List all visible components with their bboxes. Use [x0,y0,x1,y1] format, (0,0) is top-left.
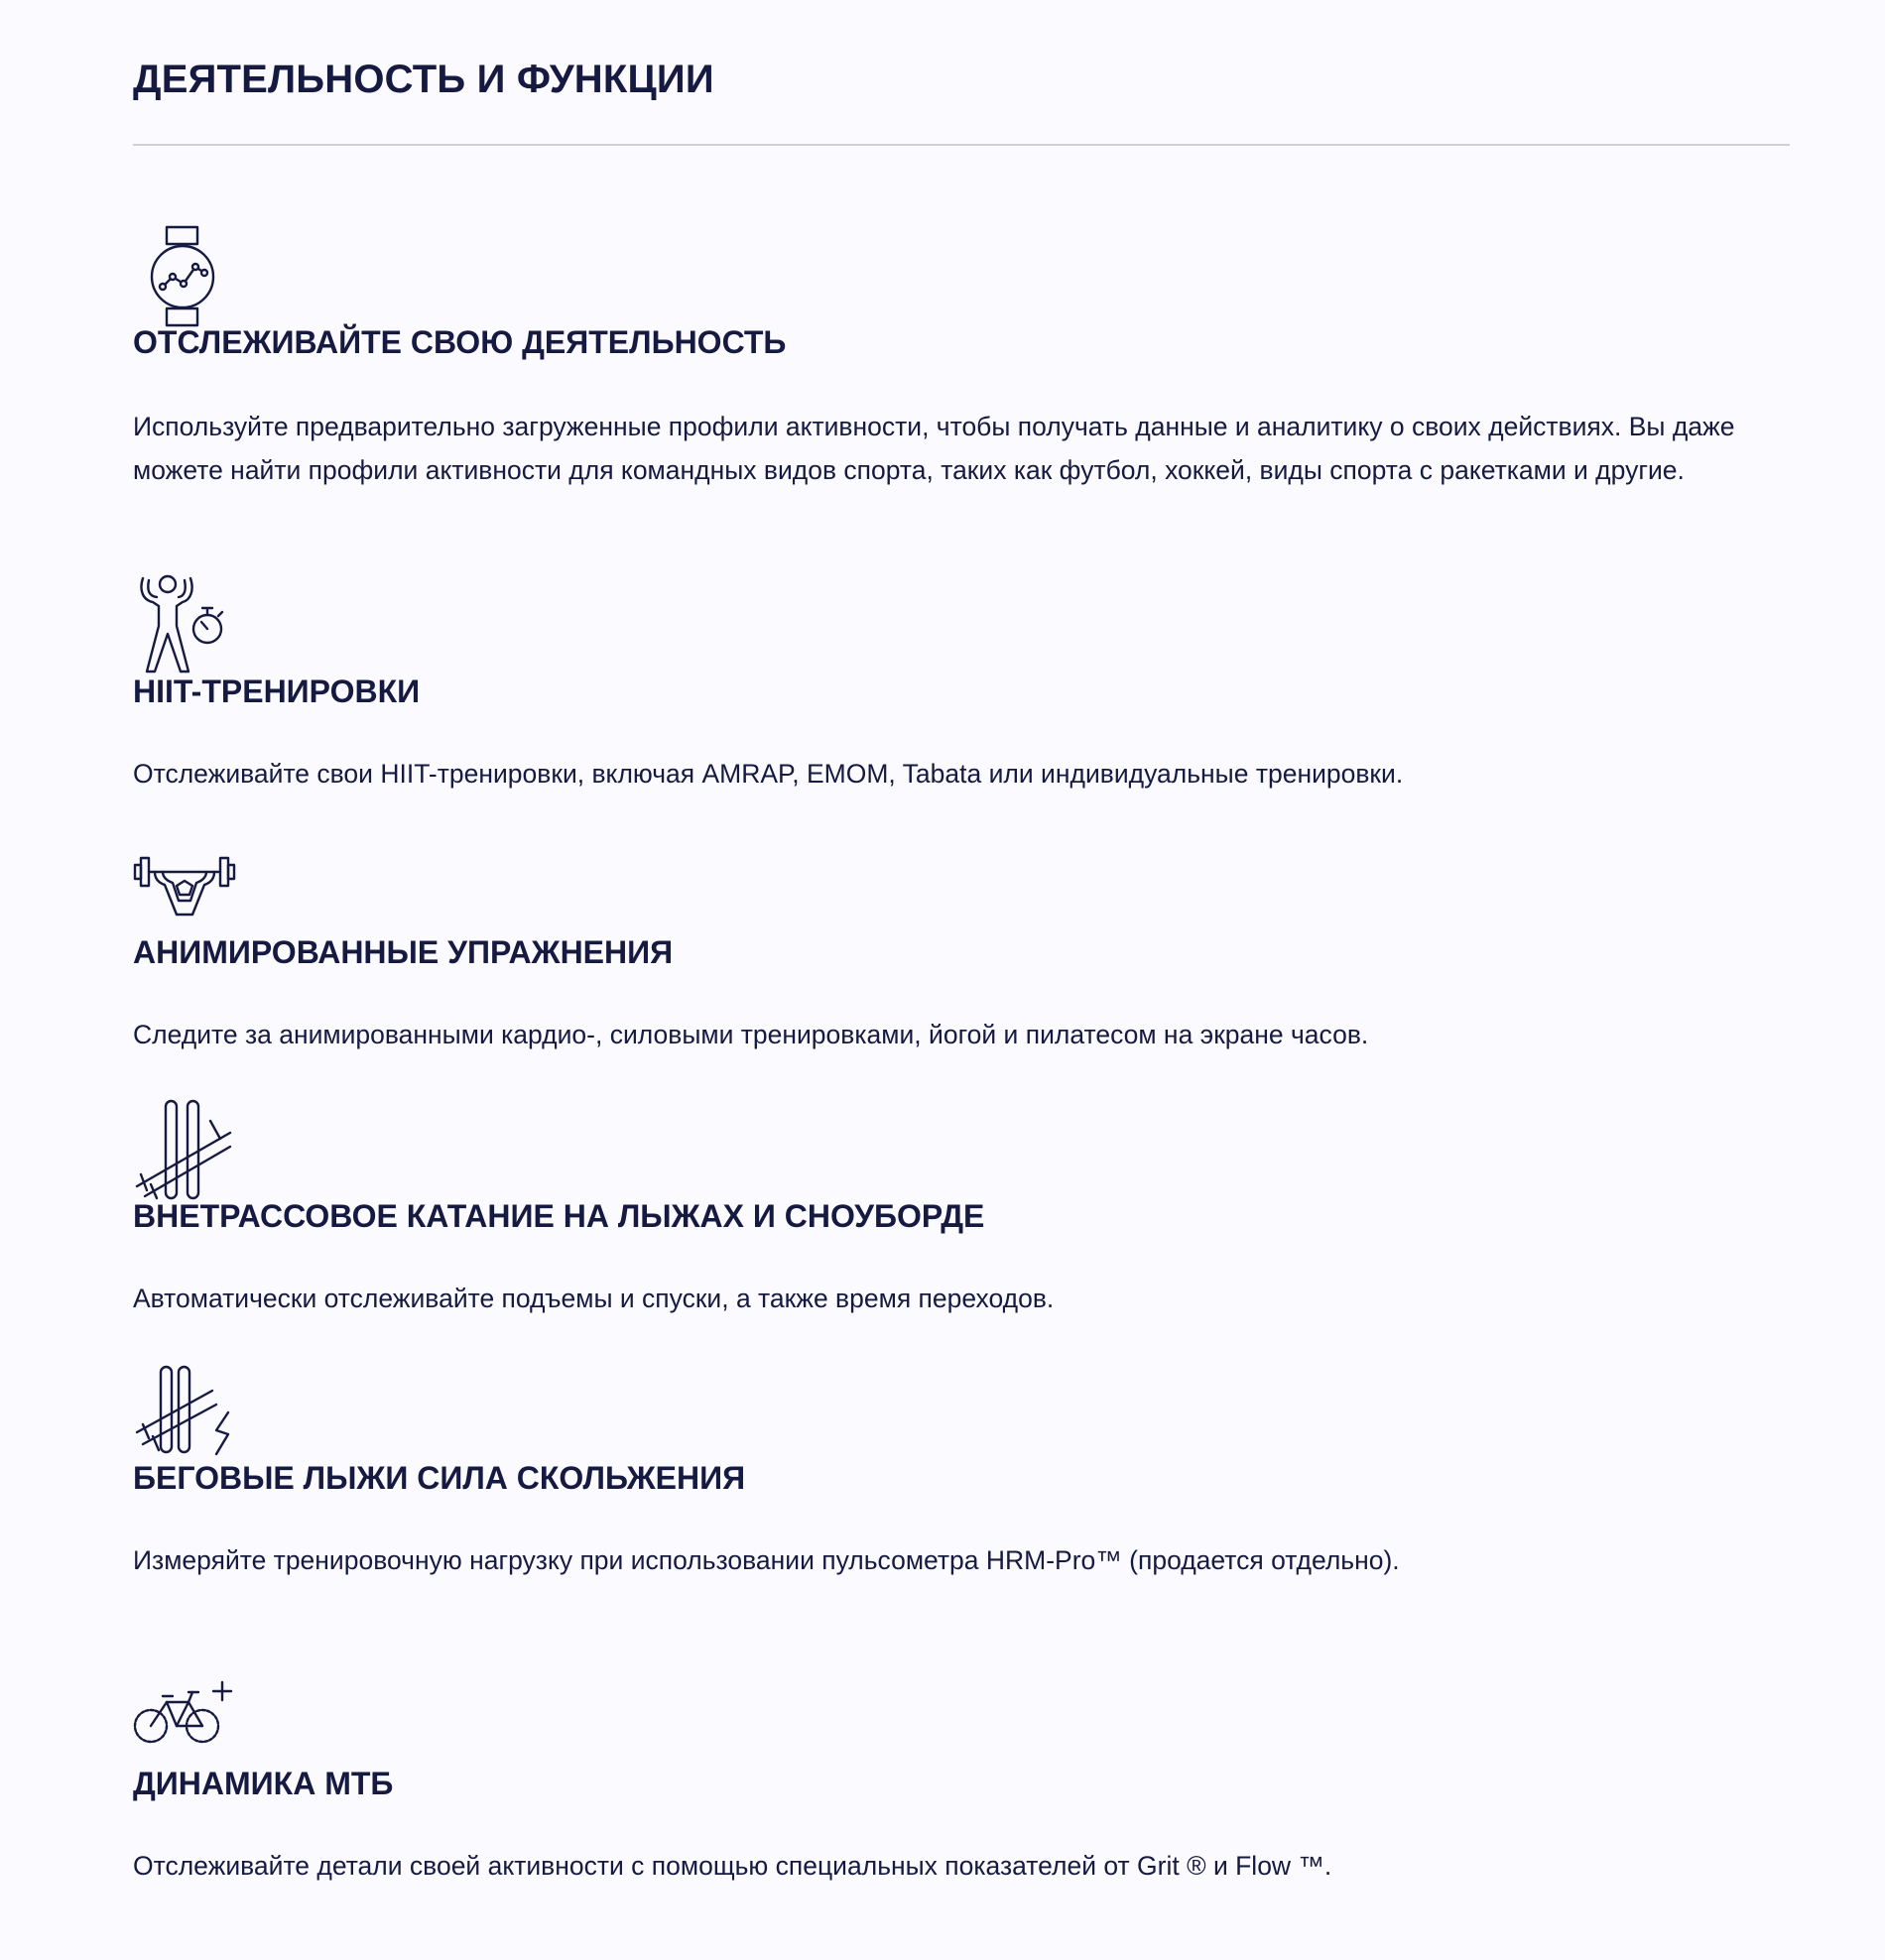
feature-description: Отслеживайте детали своей активности с помощью специальных показателей от Grit ® и Flow ™. [133,1851,1332,1881]
feature-title: АНИМИРОВАННЫЕ УПРАЖНЕНИЯ [133,934,674,970]
watch-activity-icon [133,225,232,328]
feature-title: ВНЕТРАССОВОЕ КАТАНИЕ НА ЛЫЖАХ И СНОУБОРДЕ [133,1198,985,1234]
feature-description: Отслеживайте свои HIIT-тренировки, включая AMRAP, EMOM, Tabata или индивидуальные тренировки. [133,759,1404,789]
header-divider [133,144,1790,146]
feature-description: Измеряйте тренировочную нагрузку при использовании пульсометра HRM-Pro™ (продается отдельно). [133,1545,1400,1575]
hiit-timer-icon [133,572,232,675]
mountain-bike-icon [133,1680,236,1746]
barbell-exercise-icon [133,855,236,920]
page-title: ДЕЯТЕЛЬНОСТЬ И ФУНКЦИИ [133,58,714,101]
feature-description: Используйте предварительно загруженные профили активности, чтобы получать данные и аналитику о своих действиях. Вы даже можете найти профили активности для командных видов спорта, таких как футбол, хоккей, виды спорта с ракетками и другие. [133,412,1735,485]
feature-title: ДИНАМИКА МТБ [133,1766,394,1801]
feature-title: БЕГОВЫЕ ЛЫЖИ СИЛА СКОЛЬЖЕНИЯ [133,1460,746,1496]
feature-description: Следите за анимированными кардио-, силовыми тренировками, йогой и пилатесом на экране часов. [133,1020,1369,1049]
feature-description: Автоматически отслеживайте подъемы и спуски, а также время переходов. [133,1284,1055,1313]
feature-title: ОТСЛЕЖИВАЙТЕ СВОЮ ДЕЯТЕЛЬНОСТЬ [133,324,787,360]
backcountry-ski-icon [133,1099,236,1202]
feature-title: HIIT-ТРЕНИРОВКИ [133,674,421,709]
cross-country-ski-power-icon [133,1365,236,1456]
